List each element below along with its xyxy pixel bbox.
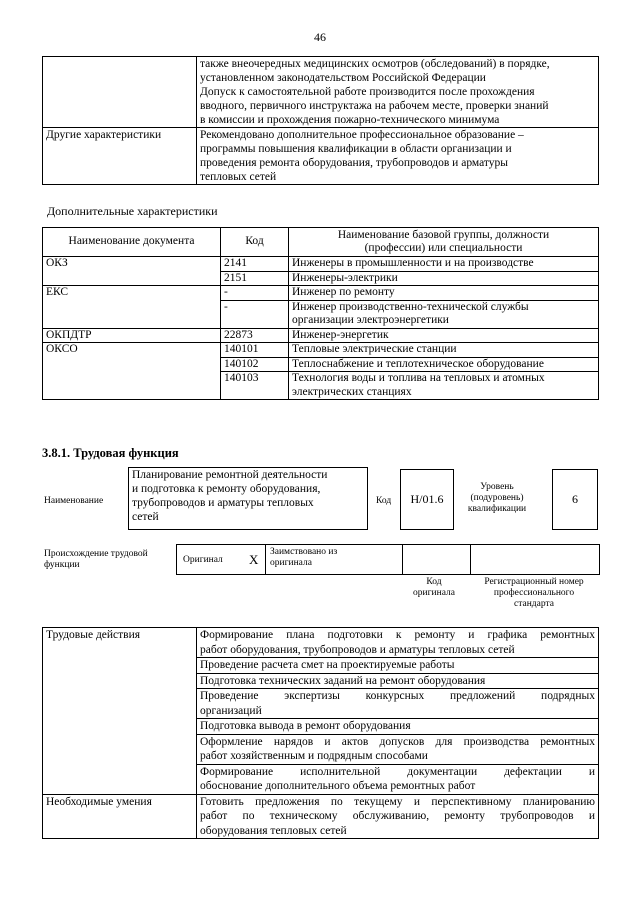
table-row bbox=[43, 286, 599, 301]
row-text bbox=[197, 128, 599, 185]
text-line: сетей bbox=[132, 511, 159, 523]
level-label bbox=[460, 482, 534, 515]
labor-actions-table bbox=[42, 627, 599, 839]
name-cell bbox=[289, 300, 599, 328]
row-text bbox=[197, 57, 599, 128]
code-cell: 2141 bbox=[221, 257, 289, 272]
caption-line: стандарта bbox=[514, 599, 554, 609]
section-heading: 3.8.1. Трудовая функция bbox=[42, 446, 179, 460]
doc-cell: ОКЗ bbox=[43, 257, 221, 286]
text-line: работ по техническому обслуживанию, ремонту трубопроводов и bbox=[200, 810, 595, 822]
code-label: Код bbox=[376, 496, 392, 506]
name-cell: Теплоснабжение и теплотехническое оборудование bbox=[289, 357, 599, 372]
text-line: Допуск к самостоятельной работе производится после прохождения bbox=[200, 86, 535, 98]
borrowed-label bbox=[270, 547, 337, 569]
text-line: Инженер производственно-технической службы bbox=[292, 300, 529, 313]
level-value-box: 6 bbox=[552, 469, 598, 530]
skills-label: Необходимые умения bbox=[43, 794, 197, 839]
header-name bbox=[289, 228, 599, 257]
table-row bbox=[43, 628, 599, 658]
text-line: вводного, первичного инструктажа на рабочем месте, проверки знаний bbox=[200, 100, 549, 112]
row-label: Другие характеристики bbox=[43, 128, 197, 185]
divider bbox=[470, 545, 471, 574]
table-row bbox=[43, 328, 599, 343]
doc-cell: ОКПДТР bbox=[43, 328, 221, 343]
action-cell bbox=[197, 764, 599, 794]
header-code: Код bbox=[221, 228, 289, 257]
header-line: Наименование базовой группы, должности bbox=[337, 228, 550, 241]
code-cell: 140102 bbox=[221, 357, 289, 372]
text-line: и подготовка к ремонту оборудования, bbox=[132, 483, 321, 495]
original-label: Оригинал bbox=[183, 555, 223, 565]
label-line: Происхождение трудовой bbox=[44, 549, 148, 559]
table-row bbox=[43, 57, 599, 128]
caption-line: Код bbox=[426, 577, 442, 587]
origin-table bbox=[176, 544, 600, 575]
text-line: работ оборудования, трубопроводов и арматуры тепловых сетей bbox=[200, 643, 515, 656]
text-line: Формирование исполнительной документации дефектации и bbox=[200, 765, 595, 778]
name-cell: Инженеры-электрики bbox=[289, 271, 599, 286]
text-line: обоснование дополнительного объема ремонтных работ bbox=[200, 780, 476, 792]
text-line: установленном законодательством Российской Федерации bbox=[200, 72, 486, 84]
name-label: Наименование bbox=[44, 496, 104, 506]
action-cell bbox=[197, 628, 599, 658]
header-doc: Наименование документа bbox=[43, 228, 221, 257]
table-row bbox=[43, 257, 599, 272]
table-row bbox=[43, 343, 599, 358]
code-cell: 2151 bbox=[221, 271, 289, 286]
caption-line: профессионального bbox=[493, 588, 575, 598]
caption-line: Регистрационный номер bbox=[484, 577, 584, 587]
function-code-box: H/01.6 bbox=[400, 469, 454, 530]
divider bbox=[402, 545, 403, 574]
text-line: организации электроэнергетики bbox=[292, 314, 449, 326]
text-line: Планирование ремонтной деятельности bbox=[132, 469, 328, 481]
text-line: в комиссии и прохождения пожарно-технического минимума bbox=[200, 114, 500, 126]
text-line: Проведение экспертизы конкурсных предложений подрядных bbox=[200, 690, 595, 702]
name-cell: Инженер-энергетик bbox=[289, 328, 599, 343]
name-cell: Тепловые электрические станции bbox=[289, 343, 599, 358]
additional-characteristics-table bbox=[42, 227, 599, 400]
text-line: программы повышения квалификации в области организации и bbox=[200, 143, 512, 155]
text-line: Оформление нарядов и актов допусков для производства ремонтных bbox=[200, 735, 595, 748]
label-line: Уровень bbox=[480, 482, 514, 492]
label-line: функции bbox=[44, 560, 80, 570]
code-cell: 22873 bbox=[221, 328, 289, 343]
action-cell bbox=[197, 689, 599, 719]
section-subtitle: Дополнительные характеристики bbox=[47, 204, 218, 218]
action-cell bbox=[197, 734, 599, 764]
actions-label: Трудовые действия bbox=[43, 628, 197, 795]
code-cell: - bbox=[221, 300, 289, 328]
action-cell: Подготовка вывода в ремонт оборудования bbox=[197, 719, 599, 735]
origin-label bbox=[44, 549, 148, 571]
reg-number-caption bbox=[470, 577, 598, 610]
text-line: Рекомендовано дополнительное профессиональное образование – bbox=[200, 129, 524, 141]
action-cell: Проведение расчета смет на проектируемые работы bbox=[197, 658, 599, 674]
label-line: оригинала bbox=[270, 558, 312, 568]
text-line: Технология воды и топлива на тепловых и атомных bbox=[292, 372, 545, 384]
text-line: также внеочередных медицинских осмотров (обследований) в порядке, bbox=[200, 58, 550, 70]
action-cell: Подготовка технических заданий на ремонт оборудования bbox=[197, 673, 599, 689]
name-cell bbox=[289, 372, 599, 400]
text-line: оборудования тепловых сетей bbox=[200, 824, 347, 837]
text-line: Готовить предложения по текущему и перспективному планированию bbox=[200, 795, 595, 808]
doc-cell: ЕКС bbox=[43, 286, 221, 329]
page-number: 46 bbox=[314, 30, 326, 44]
text-line: тепловых сетей bbox=[200, 171, 277, 183]
divider bbox=[265, 545, 266, 574]
text-line: электрических станциях bbox=[292, 385, 412, 398]
requirements-table bbox=[42, 56, 599, 185]
table-row bbox=[43, 794, 599, 839]
function-name-box bbox=[128, 467, 368, 530]
table-header-row bbox=[43, 228, 599, 257]
skill-cell bbox=[197, 794, 599, 839]
code-cell: 140101 bbox=[221, 343, 289, 358]
label-line: Заимствовано из bbox=[270, 547, 338, 557]
code-cell: - bbox=[221, 286, 289, 301]
doc-cell: ОКСО bbox=[43, 343, 221, 400]
text-line: Формирование плана подготовки к ремонту и графика ремонтных bbox=[200, 629, 595, 641]
original-mark: X bbox=[249, 552, 259, 567]
text-line: проведения ремонта оборудования, трубопроводов и арматуры bbox=[200, 157, 508, 169]
caption-line: оригинала bbox=[413, 588, 455, 598]
text-line: работ хозяйственным и подрядным способами bbox=[200, 750, 428, 762]
name-cell: Инженер по ремонту bbox=[289, 286, 599, 301]
header-line: (профессии) или специальности bbox=[364, 242, 523, 254]
text-line: трубопроводов и арматуры тепловых bbox=[132, 497, 314, 509]
text-line: организаций bbox=[200, 704, 262, 717]
label-line: квалификации bbox=[467, 504, 527, 514]
table-row bbox=[43, 128, 599, 185]
name-cell: Инженеры в промышленности и на производстве bbox=[289, 257, 599, 272]
code-cell: 140103 bbox=[221, 372, 289, 400]
row-label bbox=[43, 57, 197, 128]
code-original-caption bbox=[402, 577, 466, 599]
label-line: (подуровень) bbox=[470, 493, 524, 503]
